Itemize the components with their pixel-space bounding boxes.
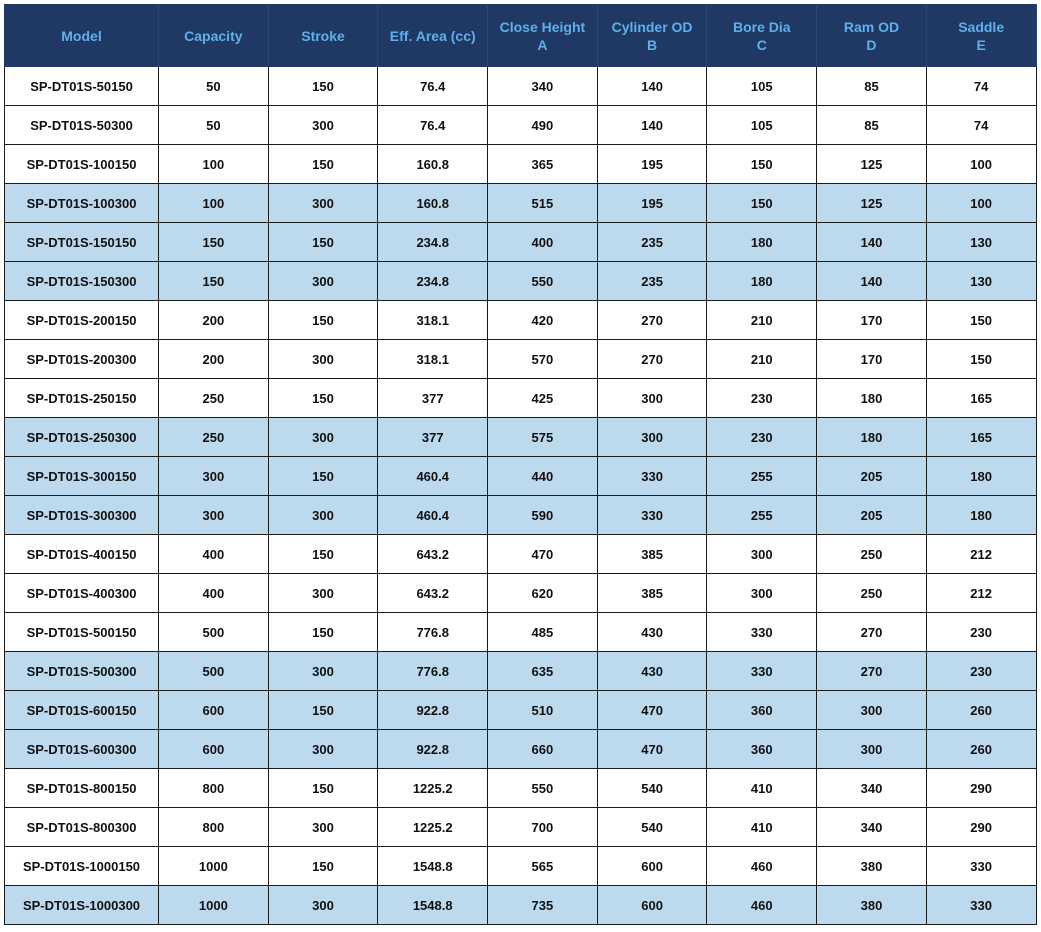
value-cell: 165 <box>926 418 1036 457</box>
value-cell: 1225.2 <box>378 769 488 808</box>
model-cell: SP-DT01S-100300 <box>5 184 159 223</box>
value-cell: 205 <box>817 457 927 496</box>
column-header-dimension-letter: A <box>537 36 548 53</box>
value-cell: 340 <box>488 67 598 106</box>
value-cell: 290 <box>926 808 1036 847</box>
column-header-stroke <box>268 5 378 67</box>
model-cell: SP-DT01S-400300 <box>5 574 159 613</box>
value-cell: 165 <box>926 379 1036 418</box>
value-cell: 776.8 <box>378 652 488 691</box>
value-cell: 400 <box>159 574 269 613</box>
model-cell: SP-DT01S-400150 <box>5 535 159 574</box>
value-cell: 600 <box>159 691 269 730</box>
column-header-label: Bore Dia <box>732 18 791 35</box>
value-cell: 100 <box>159 145 269 184</box>
value-cell: 300 <box>707 574 817 613</box>
value-cell: 330 <box>926 847 1036 886</box>
model-cell: SP-DT01S-500150 <box>5 613 159 652</box>
value-cell: 460 <box>707 886 817 925</box>
column-header-close-height <box>488 5 598 67</box>
value-cell: 150 <box>268 691 378 730</box>
table-row <box>5 262 1037 301</box>
table-row <box>5 535 1037 574</box>
value-cell: 590 <box>488 496 598 535</box>
value-cell: 255 <box>707 496 817 535</box>
table-row <box>5 223 1037 262</box>
value-cell: 125 <box>817 145 927 184</box>
value-cell: 470 <box>597 730 707 769</box>
value-cell: 330 <box>707 652 817 691</box>
value-cell: 180 <box>707 262 817 301</box>
value-cell: 510 <box>488 691 598 730</box>
model-cell: SP-DT01S-800150 <box>5 769 159 808</box>
value-cell: 150 <box>268 613 378 652</box>
table-row <box>5 574 1037 613</box>
column-header-bore-dia <box>707 5 817 67</box>
table-row <box>5 496 1037 535</box>
column-header-label: Ram OD <box>843 18 900 35</box>
value-cell: 565 <box>488 847 598 886</box>
model-cell: SP-DT01S-600150 <box>5 691 159 730</box>
column-header-cylinder-od <box>597 5 707 67</box>
value-cell: 74 <box>926 106 1036 145</box>
value-cell: 250 <box>159 418 269 457</box>
value-cell: 300 <box>268 262 378 301</box>
column-header-model <box>5 5 159 67</box>
column-header-dimension-letter: C <box>756 36 767 53</box>
value-cell: 300 <box>268 418 378 457</box>
model-cell: SP-DT01S-300150 <box>5 457 159 496</box>
value-cell: 410 <box>707 769 817 808</box>
value-cell: 230 <box>707 379 817 418</box>
value-cell: 430 <box>597 652 707 691</box>
header-row <box>5 5 1037 67</box>
model-cell: SP-DT01S-300300 <box>5 496 159 535</box>
value-cell: 1000 <box>159 886 269 925</box>
value-cell: 360 <box>707 730 817 769</box>
table-row <box>5 340 1037 379</box>
value-cell: 380 <box>817 886 927 925</box>
value-cell: 150 <box>268 301 378 340</box>
column-header-label: Capacity <box>184 27 243 44</box>
value-cell: 643.2 <box>378 535 488 574</box>
value-cell: 255 <box>707 457 817 496</box>
value-cell: 234.8 <box>378 223 488 262</box>
value-cell: 300 <box>817 691 927 730</box>
column-header-dimension-letter: D <box>866 36 877 53</box>
value-cell: 150 <box>159 223 269 262</box>
value-cell: 318.1 <box>378 340 488 379</box>
model-cell: SP-DT01S-250300 <box>5 418 159 457</box>
model-cell: SP-DT01S-200300 <box>5 340 159 379</box>
value-cell: 270 <box>817 652 927 691</box>
value-cell: 500 <box>159 652 269 691</box>
value-cell: 330 <box>597 457 707 496</box>
model-cell: SP-DT01S-600300 <box>5 730 159 769</box>
value-cell: 140 <box>597 106 707 145</box>
value-cell: 200 <box>159 340 269 379</box>
value-cell: 205 <box>817 496 927 535</box>
value-cell: 76.4 <box>378 67 488 106</box>
value-cell: 430 <box>597 613 707 652</box>
value-cell: 800 <box>159 808 269 847</box>
table-row <box>5 691 1037 730</box>
model-cell: SP-DT01S-500300 <box>5 652 159 691</box>
value-cell: 300 <box>597 379 707 418</box>
column-header-label: Cylinder OD <box>611 18 693 35</box>
value-cell: 600 <box>159 730 269 769</box>
value-cell: 212 <box>926 535 1036 574</box>
table-row <box>5 847 1037 886</box>
value-cell: 300 <box>268 886 378 925</box>
value-cell: 1225.2 <box>378 808 488 847</box>
value-cell: 150 <box>926 340 1036 379</box>
value-cell: 140 <box>817 223 927 262</box>
value-cell: 643.2 <box>378 574 488 613</box>
value-cell: 150 <box>268 769 378 808</box>
value-cell: 385 <box>597 574 707 613</box>
table-row <box>5 613 1037 652</box>
value-cell: 85 <box>817 67 927 106</box>
value-cell: 330 <box>707 613 817 652</box>
value-cell: 540 <box>597 769 707 808</box>
value-cell: 470 <box>488 535 598 574</box>
value-cell: 125 <box>817 184 927 223</box>
value-cell: 400 <box>488 223 598 262</box>
value-cell: 300 <box>817 730 927 769</box>
table-row <box>5 652 1037 691</box>
value-cell: 195 <box>597 145 707 184</box>
table-row <box>5 106 1037 145</box>
table-row <box>5 808 1037 847</box>
value-cell: 300 <box>268 574 378 613</box>
model-cell: SP-DT01S-1000150 <box>5 847 159 886</box>
value-cell: 100 <box>159 184 269 223</box>
value-cell: 365 <box>488 145 598 184</box>
table-row <box>5 418 1037 457</box>
value-cell: 230 <box>926 613 1036 652</box>
value-cell: 660 <box>488 730 598 769</box>
table-row <box>5 145 1037 184</box>
value-cell: 330 <box>926 886 1036 925</box>
value-cell: 230 <box>926 652 1036 691</box>
value-cell: 300 <box>268 652 378 691</box>
spec-table <box>4 4 1037 925</box>
model-cell: SP-DT01S-150300 <box>5 262 159 301</box>
value-cell: 300 <box>159 496 269 535</box>
value-cell: 130 <box>926 262 1036 301</box>
value-cell: 300 <box>597 418 707 457</box>
value-cell: 250 <box>817 574 927 613</box>
value-cell: 290 <box>926 769 1036 808</box>
table-row <box>5 184 1037 223</box>
table-body <box>5 67 1037 925</box>
model-cell: SP-DT01S-50300 <box>5 106 159 145</box>
value-cell: 410 <box>707 808 817 847</box>
value-cell: 377 <box>378 418 488 457</box>
value-cell: 260 <box>926 691 1036 730</box>
column-header-capacity <box>159 5 269 67</box>
model-cell: SP-DT01S-100150 <box>5 145 159 184</box>
value-cell: 460.4 <box>378 496 488 535</box>
value-cell: 570 <box>488 340 598 379</box>
value-cell: 100 <box>926 145 1036 184</box>
table-header <box>5 5 1037 67</box>
model-cell: SP-DT01S-1000300 <box>5 886 159 925</box>
value-cell: 600 <box>597 847 707 886</box>
value-cell: 550 <box>488 262 598 301</box>
value-cell: 300 <box>268 340 378 379</box>
value-cell: 270 <box>597 340 707 379</box>
value-cell: 330 <box>597 496 707 535</box>
value-cell: 300 <box>268 730 378 769</box>
value-cell: 150 <box>268 223 378 262</box>
value-cell: 170 <box>817 340 927 379</box>
value-cell: 300 <box>707 535 817 574</box>
value-cell: 150 <box>159 262 269 301</box>
value-cell: 76.4 <box>378 106 488 145</box>
column-header-label: Eff. Area (cc) <box>389 27 476 44</box>
model-cell: SP-DT01S-50150 <box>5 67 159 106</box>
value-cell: 500 <box>159 613 269 652</box>
value-cell: 735 <box>488 886 598 925</box>
column-header-ram-od <box>817 5 927 67</box>
value-cell: 540 <box>597 808 707 847</box>
value-cell: 150 <box>268 379 378 418</box>
value-cell: 340 <box>817 769 927 808</box>
column-header-label: Model <box>61 27 102 44</box>
value-cell: 235 <box>597 223 707 262</box>
value-cell: 385 <box>597 535 707 574</box>
value-cell: 180 <box>707 223 817 262</box>
value-cell: 470 <box>597 691 707 730</box>
value-cell: 234.8 <box>378 262 488 301</box>
value-cell: 300 <box>268 496 378 535</box>
value-cell: 235 <box>597 262 707 301</box>
column-header-eff-area-cc <box>378 5 488 67</box>
value-cell: 250 <box>159 379 269 418</box>
column-header-label: Stroke <box>301 27 345 44</box>
table-row <box>5 457 1037 496</box>
value-cell: 170 <box>817 301 927 340</box>
value-cell: 922.8 <box>378 730 488 769</box>
model-cell: SP-DT01S-800300 <box>5 808 159 847</box>
value-cell: 150 <box>707 145 817 184</box>
value-cell: 300 <box>159 457 269 496</box>
value-cell: 160.8 <box>378 184 488 223</box>
value-cell: 140 <box>817 262 927 301</box>
value-cell: 515 <box>488 184 598 223</box>
value-cell: 425 <box>488 379 598 418</box>
value-cell: 260 <box>926 730 1036 769</box>
value-cell: 550 <box>488 769 598 808</box>
value-cell: 300 <box>268 106 378 145</box>
value-cell: 50 <box>159 106 269 145</box>
value-cell: 440 <box>488 457 598 496</box>
value-cell: 160.8 <box>378 145 488 184</box>
value-cell: 212 <box>926 574 1036 613</box>
value-cell: 100 <box>926 184 1036 223</box>
value-cell: 776.8 <box>378 613 488 652</box>
value-cell: 400 <box>159 535 269 574</box>
value-cell: 270 <box>597 301 707 340</box>
column-header-dimension-letter: E <box>976 36 986 53</box>
value-cell: 180 <box>926 457 1036 496</box>
table-row <box>5 379 1037 418</box>
table-row <box>5 301 1037 340</box>
model-cell: SP-DT01S-250150 <box>5 379 159 418</box>
value-cell: 195 <box>597 184 707 223</box>
table-row <box>5 769 1037 808</box>
value-cell: 85 <box>817 106 927 145</box>
value-cell: 360 <box>707 691 817 730</box>
value-cell: 485 <box>488 613 598 652</box>
table-row <box>5 67 1037 106</box>
table-row <box>5 886 1037 925</box>
value-cell: 105 <box>707 106 817 145</box>
value-cell: 105 <box>707 67 817 106</box>
value-cell: 420 <box>488 301 598 340</box>
value-cell: 140 <box>597 67 707 106</box>
value-cell: 210 <box>707 340 817 379</box>
value-cell: 575 <box>488 418 598 457</box>
value-cell: 250 <box>817 535 927 574</box>
value-cell: 800 <box>159 769 269 808</box>
value-cell: 1548.8 <box>378 847 488 886</box>
column-header-dimension-letter: B <box>647 36 658 53</box>
value-cell: 50 <box>159 67 269 106</box>
value-cell: 180 <box>926 496 1036 535</box>
value-cell: 318.1 <box>378 301 488 340</box>
value-cell: 150 <box>707 184 817 223</box>
table-row <box>5 730 1037 769</box>
value-cell: 230 <box>707 418 817 457</box>
value-cell: 600 <box>597 886 707 925</box>
value-cell: 700 <box>488 808 598 847</box>
value-cell: 270 <box>817 613 927 652</box>
value-cell: 460 <box>707 847 817 886</box>
value-cell: 130 <box>926 223 1036 262</box>
value-cell: 180 <box>817 418 927 457</box>
column-header-saddle <box>926 5 1036 67</box>
value-cell: 377 <box>378 379 488 418</box>
value-cell: 1548.8 <box>378 886 488 925</box>
value-cell: 300 <box>268 184 378 223</box>
column-header-label: Close Height <box>499 18 586 35</box>
value-cell: 490 <box>488 106 598 145</box>
value-cell: 74 <box>926 67 1036 106</box>
value-cell: 300 <box>268 808 378 847</box>
value-cell: 922.8 <box>378 691 488 730</box>
value-cell: 460.4 <box>378 457 488 496</box>
value-cell: 635 <box>488 652 598 691</box>
value-cell: 1000 <box>159 847 269 886</box>
value-cell: 150 <box>268 535 378 574</box>
value-cell: 150 <box>268 457 378 496</box>
value-cell: 200 <box>159 301 269 340</box>
value-cell: 150 <box>268 145 378 184</box>
value-cell: 150 <box>926 301 1036 340</box>
value-cell: 620 <box>488 574 598 613</box>
model-cell: SP-DT01S-200150 <box>5 301 159 340</box>
value-cell: 150 <box>268 67 378 106</box>
value-cell: 150 <box>268 847 378 886</box>
value-cell: 340 <box>817 808 927 847</box>
value-cell: 180 <box>817 379 927 418</box>
model-cell: SP-DT01S-150150 <box>5 223 159 262</box>
value-cell: 210 <box>707 301 817 340</box>
value-cell: 380 <box>817 847 927 886</box>
column-header-label: Saddle <box>958 18 1005 35</box>
